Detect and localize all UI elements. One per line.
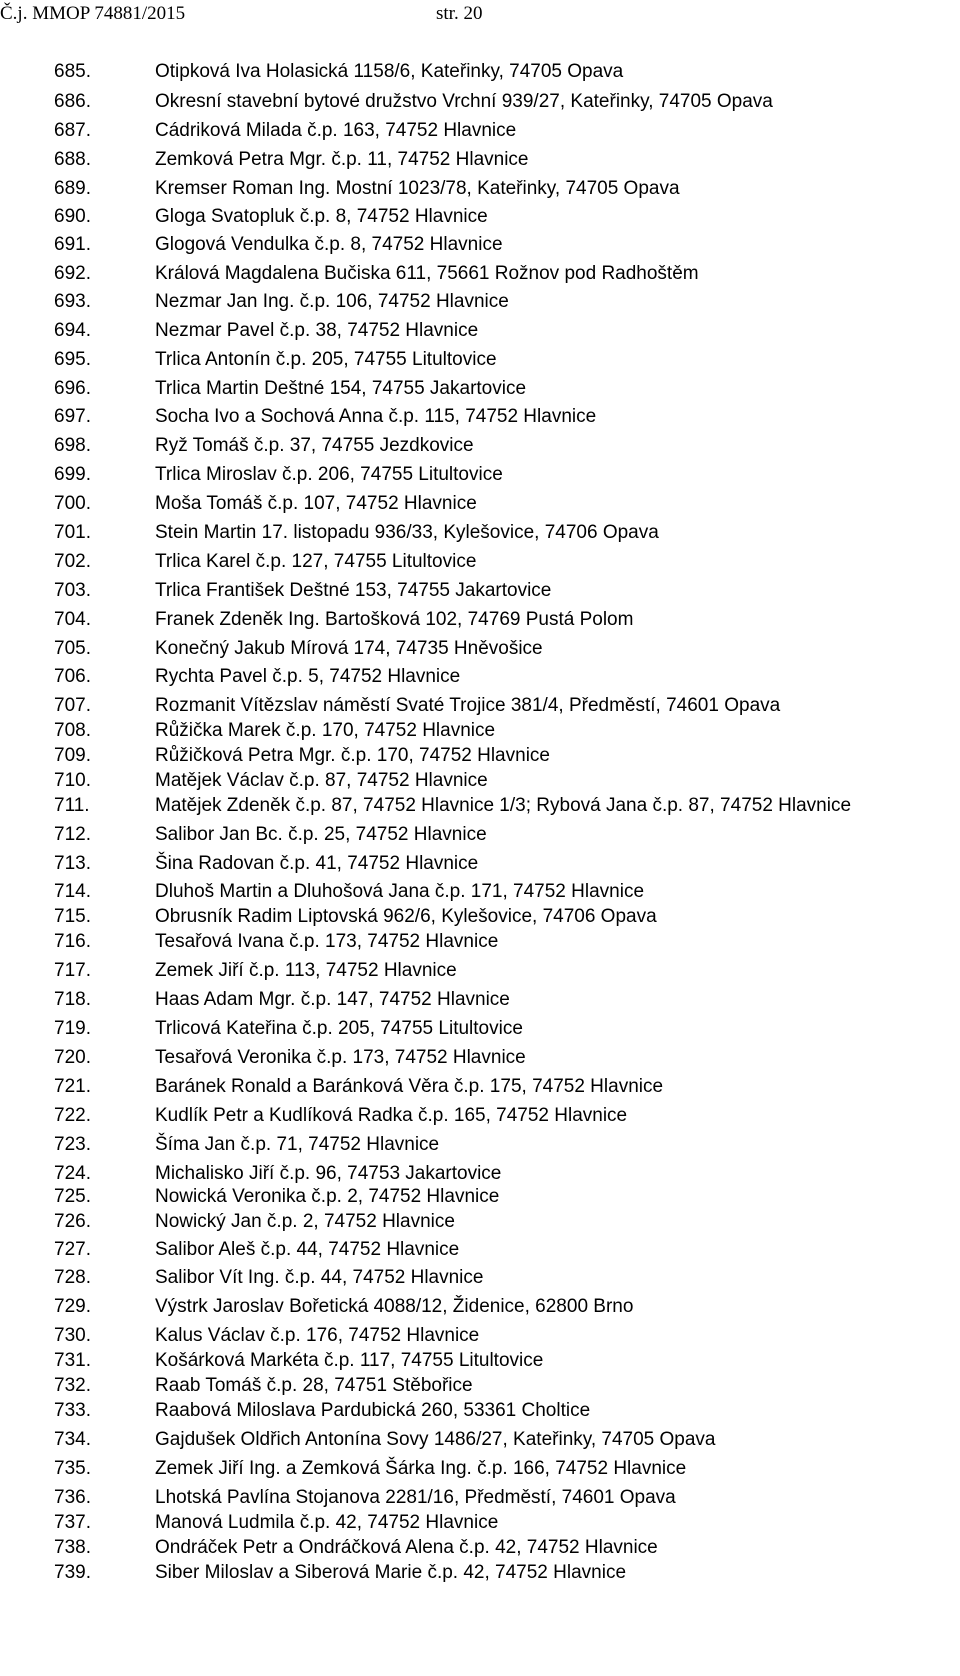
- entry-number: 709.: [54, 745, 91, 766]
- entry-text: Glogová Vendulka č.p. 8, 74752 Hlavnice: [155, 234, 503, 255]
- list-item: [0, 434, 960, 458]
- list-item: [0, 1046, 960, 1070]
- entry-text: Baránek Ronald a Baránková Věra č.p. 175, 74752 Hlavnice: [155, 1076, 664, 1097]
- entry-number: 713.: [54, 853, 91, 874]
- entry-text: Manová Ludmila č.p. 42, 74752 Hlavnice: [155, 1512, 499, 1533]
- entry-number: 737.: [54, 1512, 91, 1533]
- entry-number: 733.: [54, 1400, 91, 1421]
- entry-text: Obrusník Radim Liptovská 962/6, Kylešovice, 74706 Opava: [155, 906, 657, 927]
- entry-number: 718.: [54, 989, 91, 1010]
- entry-text: Výstrk Jaroslav Bořetická 4088/12, Židenice, 62800 Brno: [155, 1296, 634, 1317]
- entry-number: 710.: [54, 770, 91, 791]
- entry-number: 706.: [54, 666, 91, 687]
- list-item: [0, 823, 960, 847]
- list-item: [0, 90, 960, 114]
- entry-number: 699.: [54, 464, 91, 485]
- list-item: [0, 377, 960, 401]
- entry-text: Košárková Markéta č.p. 117, 74755 Litultovice: [155, 1350, 544, 1371]
- list-item: [0, 665, 960, 689]
- entry-text: Socha Ivo a Sochová Anna č.p. 115, 74752 Hlavnice: [155, 406, 597, 427]
- entry-number: 726.: [54, 1211, 91, 1232]
- entry-number: 720.: [54, 1047, 91, 1068]
- list-item: [0, 348, 960, 372]
- entry-number: 691.: [54, 234, 91, 255]
- entry-number: 703.: [54, 580, 91, 601]
- entry-text: Gajdušek Oldřich Antonína Sovy 1486/27, Kateřinky, 74705 Opava: [155, 1429, 716, 1450]
- entry-number: 707.: [54, 695, 91, 716]
- list-item: [0, 1536, 960, 1560]
- list-item: [0, 290, 960, 314]
- entry-number: 694.: [54, 320, 91, 341]
- entry-text: Tesařová Ivana č.p. 173, 74752 Hlavnice: [155, 931, 499, 952]
- entry-text: Trlica Karel č.p. 127, 74755 Litultovice: [155, 551, 477, 572]
- entry-text: Salibor Jan Bc. č.p. 25, 74752 Hlavnice: [155, 824, 487, 845]
- entry-text: Nowický Jan č.p. 2, 74752 Hlavnice: [155, 1211, 455, 1232]
- list-item: [0, 1324, 960, 1348]
- entry-number: 695.: [54, 349, 91, 370]
- entry-number: 739.: [54, 1562, 91, 1583]
- entry-text: Zemek Jiří č.p. 113, 74752 Hlavnice: [155, 960, 457, 981]
- entry-text: Salibor Vít Ing. č.p. 44, 74752 Hlavnice: [155, 1267, 484, 1288]
- entry-number: 704.: [54, 609, 91, 630]
- entry-text: Otipková Iva Holasická 1158/6, Kateřinky, 74705 Opava: [155, 61, 624, 82]
- entry-text: Nowická Veronika č.p. 2, 74752 Hlavnice: [155, 1186, 500, 1207]
- list-item: [0, 262, 960, 286]
- list-item: [0, 1399, 960, 1423]
- list-item: [0, 579, 960, 603]
- entry-number: 734.: [54, 1429, 91, 1450]
- list-item: [0, 959, 960, 983]
- entry-number: 717.: [54, 960, 91, 981]
- list-item: [0, 1511, 960, 1535]
- list-item: [0, 1075, 960, 1099]
- entry-text: Rozmanit Vítězslav náměstí Svaté Trojice 381/4, Předměstí, 74601 Opava: [155, 695, 781, 716]
- entry-number: 688.: [54, 149, 91, 170]
- list-item: [0, 608, 960, 632]
- entry-text: Zemková Petra Mgr. č.p. 11, 74752 Hlavnice: [155, 149, 529, 170]
- entry-text: Haas Adam Mgr. č.p. 147, 74752 Hlavnice: [155, 989, 510, 1010]
- entry-number: 693.: [54, 291, 91, 312]
- entry-text: Raab Tomáš č.p. 28, 74751 Stěbořice: [155, 1375, 473, 1396]
- entry-number: 716.: [54, 931, 91, 952]
- entry-number: 725.: [54, 1186, 91, 1207]
- entry-text: Šíma Jan č.p. 71, 74752 Hlavnice: [155, 1134, 440, 1155]
- entry-text: Cádriková Milada č.p. 163, 74752 Hlavnice: [155, 120, 517, 141]
- entry-text: Michalisko Jiří č.p. 96, 74753 Jakartovice: [155, 1163, 502, 1184]
- entry-number: 689.: [54, 178, 91, 199]
- entry-number: 708.: [54, 720, 91, 741]
- list-item: [0, 637, 960, 661]
- list-item: [0, 1185, 960, 1209]
- list-item: [0, 405, 960, 429]
- list-item: [0, 1561, 960, 1585]
- entry-number: 711.: [54, 795, 90, 816]
- entry-text: Zemek Jiří Ing. a Zemková Šárka Ing. č.p. 166, 74752 Hlavnice: [155, 1458, 687, 1479]
- entry-text: Trlica Martin Deštné 154, 74755 Jakartovice: [155, 378, 527, 399]
- entry-text: Gloga Svatopluk č.p. 8, 74752 Hlavnice: [155, 206, 488, 227]
- entry-number: 698.: [54, 435, 91, 456]
- entry-text: Salibor Aleš č.p. 44, 74752 Hlavnice: [155, 1239, 460, 1260]
- entry-number: 719.: [54, 1018, 91, 1039]
- list-item: [0, 930, 960, 954]
- entry-number: 686.: [54, 91, 91, 112]
- entry-number: 729.: [54, 1296, 91, 1317]
- entry-text: Králová Magdalena Bučiska 611, 75661 Rožnov pod Radhoštěm: [155, 263, 699, 284]
- entry-number: 715.: [54, 906, 91, 927]
- list-item: [0, 1457, 960, 1481]
- entry-number: 736.: [54, 1487, 91, 1508]
- entry-text: Kalus Václav č.p. 176, 74752 Hlavnice: [155, 1325, 480, 1346]
- list-item: [0, 60, 960, 84]
- entry-text: Trlica František Deštné 153, 74755 Jakartovice: [155, 580, 552, 601]
- entry-text: Růžička Marek č.p. 170, 74752 Hlavnice: [155, 720, 496, 741]
- entry-text: Nezmar Jan Ing. č.p. 106, 74752 Hlavnice: [155, 291, 509, 312]
- list-item: [0, 463, 960, 487]
- entry-number: 714.: [54, 881, 91, 902]
- entry-number: 732.: [54, 1375, 91, 1396]
- entry-text: Rychta Pavel č.p. 5, 74752 Hlavnice: [155, 666, 461, 687]
- entry-number: 700.: [54, 493, 91, 514]
- list-item: [0, 1428, 960, 1452]
- entry-text: Trlica Miroslav č.p. 206, 74755 Litultovice: [155, 464, 503, 485]
- entry-text: Okresní stavební bytové družstvo Vrchní 939/27, Kateřinky, 74705 Opava: [155, 91, 773, 112]
- list-item: [0, 1162, 960, 1186]
- list-item: [0, 1295, 960, 1319]
- list-item: [0, 177, 960, 201]
- list-item: [0, 492, 960, 516]
- entry-number: 692.: [54, 263, 91, 284]
- list-item: [0, 1349, 960, 1373]
- entry-text: Siber Miloslav a Siberová Marie č.p. 42, 74752 Hlavnice: [155, 1562, 627, 1583]
- entry-number: 722.: [54, 1105, 91, 1126]
- list-item: [0, 233, 960, 257]
- entry-text: Trlicová Kateřina č.p. 205, 74755 Litultovice: [155, 1018, 523, 1039]
- entry-text: Nezmar Pavel č.p. 38, 74752 Hlavnice: [155, 320, 479, 341]
- entry-number: 724.: [54, 1163, 91, 1184]
- list-item: [0, 521, 960, 545]
- entry-text: Stein Martin 17. listopadu 936/33, Kylešovice, 74706 Opava: [155, 522, 659, 543]
- entry-text: Ondráček Petr a Ondráčková Alena č.p. 42, 74752 Hlavnice: [155, 1537, 658, 1558]
- entry-number: 702.: [54, 551, 91, 572]
- list-item: [0, 744, 960, 768]
- entry-number: 685.: [54, 61, 91, 82]
- entry-text: Moša Tomáš č.p. 107, 74752 Hlavnice: [155, 493, 477, 514]
- entry-number: 687.: [54, 120, 91, 141]
- entry-text: Trlica Antonín č.p. 205, 74755 Litultovice: [155, 349, 497, 370]
- entry-number: 690.: [54, 206, 91, 227]
- page-number: str. 20: [436, 3, 483, 24]
- entry-number: 723.: [54, 1134, 91, 1155]
- entry-text: Ryž Tomáš č.p. 37, 74755 Jezdkovice: [155, 435, 474, 456]
- list-item: [0, 1238, 960, 1262]
- entry-text: Raabová Miloslava Pardubická 260, 53361 Choltice: [155, 1400, 591, 1421]
- list-item: [0, 1104, 960, 1128]
- list-item: [0, 1210, 960, 1234]
- list-item: [0, 1486, 960, 1510]
- list-item: [0, 1017, 960, 1041]
- entry-text: Růžičková Petra Mgr. č.p. 170, 74752 Hlavnice: [155, 745, 550, 766]
- entry-number: 738.: [54, 1537, 91, 1558]
- entry-number: 712.: [54, 824, 91, 845]
- entry-text: Konečný Jakub Mírová 174, 74735 Hněvošice: [155, 638, 543, 659]
- list-item: [0, 119, 960, 143]
- list-item: [0, 550, 960, 574]
- list-item: [0, 769, 960, 793]
- list-item: [0, 1374, 960, 1398]
- list-item: [0, 905, 960, 929]
- list-item: [0, 148, 960, 172]
- entry-number: 697.: [54, 406, 91, 427]
- entry-number: 701.: [54, 522, 91, 543]
- entry-text: Kremser Roman Ing. Mostní 1023/78, Kateřinky, 74705 Opava: [155, 178, 680, 199]
- entry-number: 696.: [54, 378, 91, 399]
- list-item: [0, 880, 960, 904]
- entry-number: 731.: [54, 1350, 91, 1371]
- list-item: [0, 719, 960, 743]
- list-item: [0, 319, 960, 343]
- list-item: [0, 1133, 960, 1157]
- entry-number: 705.: [54, 638, 91, 659]
- list-item: [0, 694, 960, 718]
- document-reference: Č.j. MMOP 74881/2015: [0, 3, 186, 24]
- list-item: [0, 852, 960, 876]
- entry-text: Šina Radovan č.p. 41, 74752 Hlavnice: [155, 853, 479, 874]
- entry-text: Franek Zdeněk Ing. Bartošková 102, 74769 Pustá Polom: [155, 609, 634, 630]
- list-item: [0, 988, 960, 1012]
- list-item: [0, 205, 960, 229]
- entry-text: Lhotská Pavlína Stojanova 2281/16, Předměstí, 74601 Opava: [155, 1487, 676, 1508]
- entry-text: Tesařová Veronika č.p. 173, 74752 Hlavnice: [155, 1047, 526, 1068]
- entry-number: 730.: [54, 1325, 91, 1346]
- entry-number: 728.: [54, 1267, 91, 1288]
- list-item: [0, 1266, 960, 1290]
- entry-text: Kudlík Petr a Kudlíková Radka č.p. 165, 74752 Hlavnice: [155, 1105, 628, 1126]
- entry-number: 735.: [54, 1458, 91, 1479]
- entry-text: Matějek Zdeněk č.p. 87, 74752 Hlavnice 1/3; Rybová Jana č.p. 87, 74752 Hlavnice: [155, 795, 852, 816]
- list-item: [0, 794, 960, 818]
- entry-text: Dluhoš Martin a Dluhošová Jana č.p. 171, 74752 Hlavnice: [155, 881, 645, 902]
- entry-number: 721.: [54, 1076, 91, 1097]
- entry-number: 727.: [54, 1239, 91, 1260]
- entry-text: Matějek Václav č.p. 87, 74752 Hlavnice: [155, 770, 488, 791]
